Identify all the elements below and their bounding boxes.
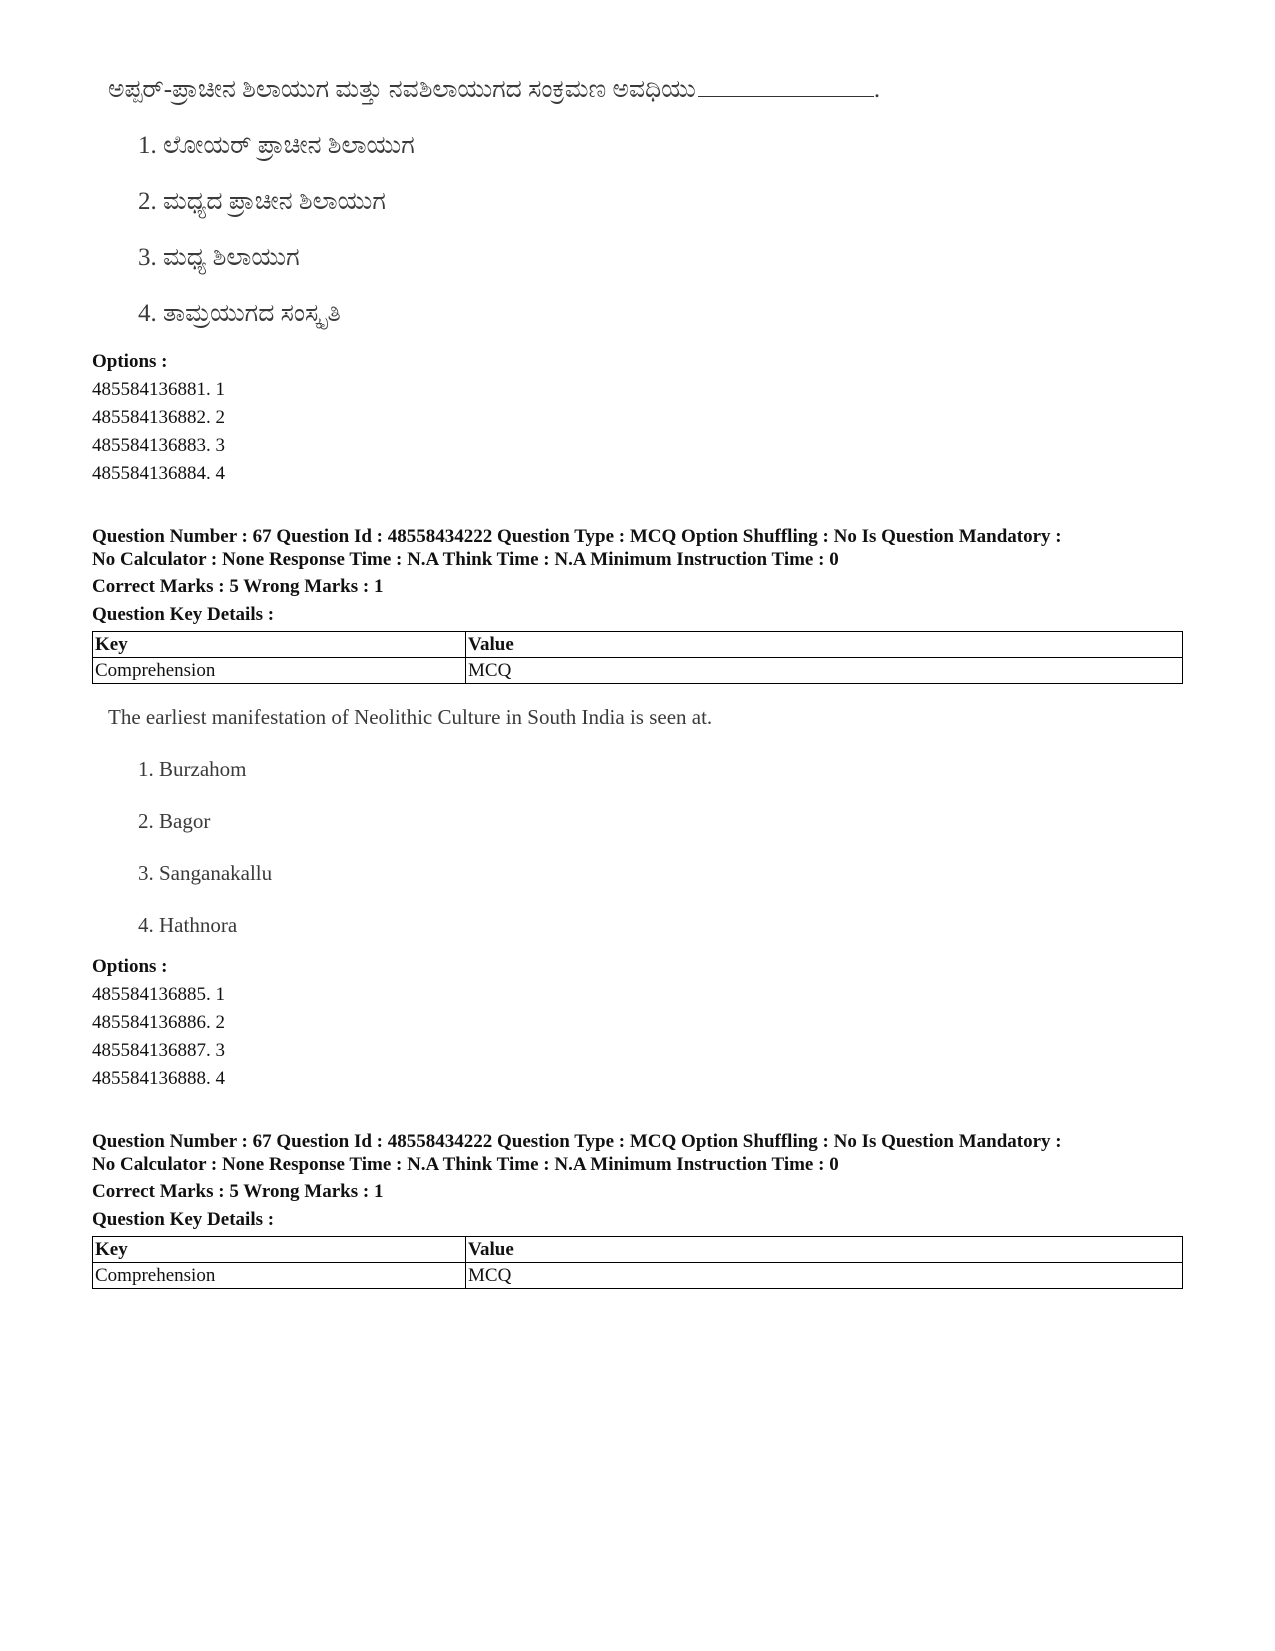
question-stem-end: . <box>873 76 881 103</box>
question-meta-line-1: Question Number : 67 Question Id : 48558434222 Question Type : MCQ Option Shuffling : No Is Question Mandatory : <box>92 526 1062 547</box>
table-cell-key: Comprehension <box>93 658 466 684</box>
question-stem: The earliest manifestation of Neolithic Culture in South India is seen at. <box>108 705 713 729</box>
option-row: 485584136888. 4 <box>92 1068 225 1089</box>
choice-4: 4. Hathnora <box>138 913 238 937</box>
table-row <box>93 1263 1183 1289</box>
choice-1: 1. Burzahom <box>138 757 247 781</box>
table-cell-key: Comprehension <box>93 1263 466 1289</box>
option-row: 485584136882. 2 <box>92 407 225 428</box>
answer-blank <box>698 78 874 97</box>
question-meta <box>92 1130 1202 1176</box>
options-label: Options : <box>92 956 168 977</box>
table-cell-value: MCQ <box>466 658 1183 684</box>
question-meta-line-2: No Calculator : None Response Time : N.A Think Time : N.A Minimum Instruction Time : 0 <box>92 1154 839 1175</box>
option-row: 485584136886. 2 <box>92 1012 225 1033</box>
question-meta-line-2: No Calculator : None Response Time : N.A Think Time : N.A Minimum Instruction Time : 0 <box>92 549 839 570</box>
choice-3: 3. Sanganakallu <box>138 861 273 885</box>
choice-3: 3. ಮಧ್ಯ ಶಿಲಾಯುಗ <box>138 244 300 271</box>
option-row: 485584136885. 1 <box>92 984 225 1005</box>
option-row: 485584136884. 4 <box>92 463 225 484</box>
table-header-row <box>93 1237 1183 1263</box>
option-row: 485584136887. 3 <box>92 1040 225 1061</box>
table-header-value: Value <box>466 632 1183 658</box>
table-header-row <box>93 632 1183 658</box>
choice-2: 2. ಮಧ್ಯದ ಪ್ರಾಚೀನ ಶಿಲಾಯುಗ <box>138 188 386 215</box>
question-meta <box>92 525 1202 571</box>
marks-line: Correct Marks : 5 Wrong Marks : 1 <box>92 576 384 597</box>
table-header-key: Key <box>93 632 466 658</box>
question-stem <box>108 76 880 104</box>
table-header-value: Value <box>466 1237 1183 1263</box>
key-details-table <box>92 1236 1183 1289</box>
choice-1: 1. ಲೋಯರ್ ಪ್ರಾಚೀನ ಶಿಲಾಯುಗ <box>138 132 415 159</box>
option-row: 485584136881. 1 <box>92 379 225 400</box>
choice-2: 2. Bagor <box>138 809 211 833</box>
marks-line: Correct Marks : 5 Wrong Marks : 1 <box>92 1181 384 1202</box>
question-stem-text: ಅಪ್ಪರ್-ಪ್ರಾಚೀನ ಶಿಲಾಯುಗ ಮತ್ತು ನವಶಿಲಾಯುಗದ ಸಂಕ್ರಮಣ ಅವಧಿಯು <box>108 76 696 103</box>
key-details-label: Question Key Details : <box>92 604 275 625</box>
key-details-table <box>92 631 1183 684</box>
table-header-key: Key <box>93 1237 466 1263</box>
choice-4: 4. ತಾಮ್ರಯುಗದ ಸಂಸ್ಕೃತಿ <box>138 300 341 327</box>
table-cell-value: MCQ <box>466 1263 1183 1289</box>
key-details-label: Question Key Details : <box>92 1209 275 1230</box>
question-meta-line-1: Question Number : 67 Question Id : 48558434222 Question Type : MCQ Option Shuffling : No Is Question Mandatory : <box>92 1131 1062 1152</box>
table-row <box>93 658 1183 684</box>
options-label: Options : <box>92 351 168 372</box>
option-row: 485584136883. 3 <box>92 435 225 456</box>
